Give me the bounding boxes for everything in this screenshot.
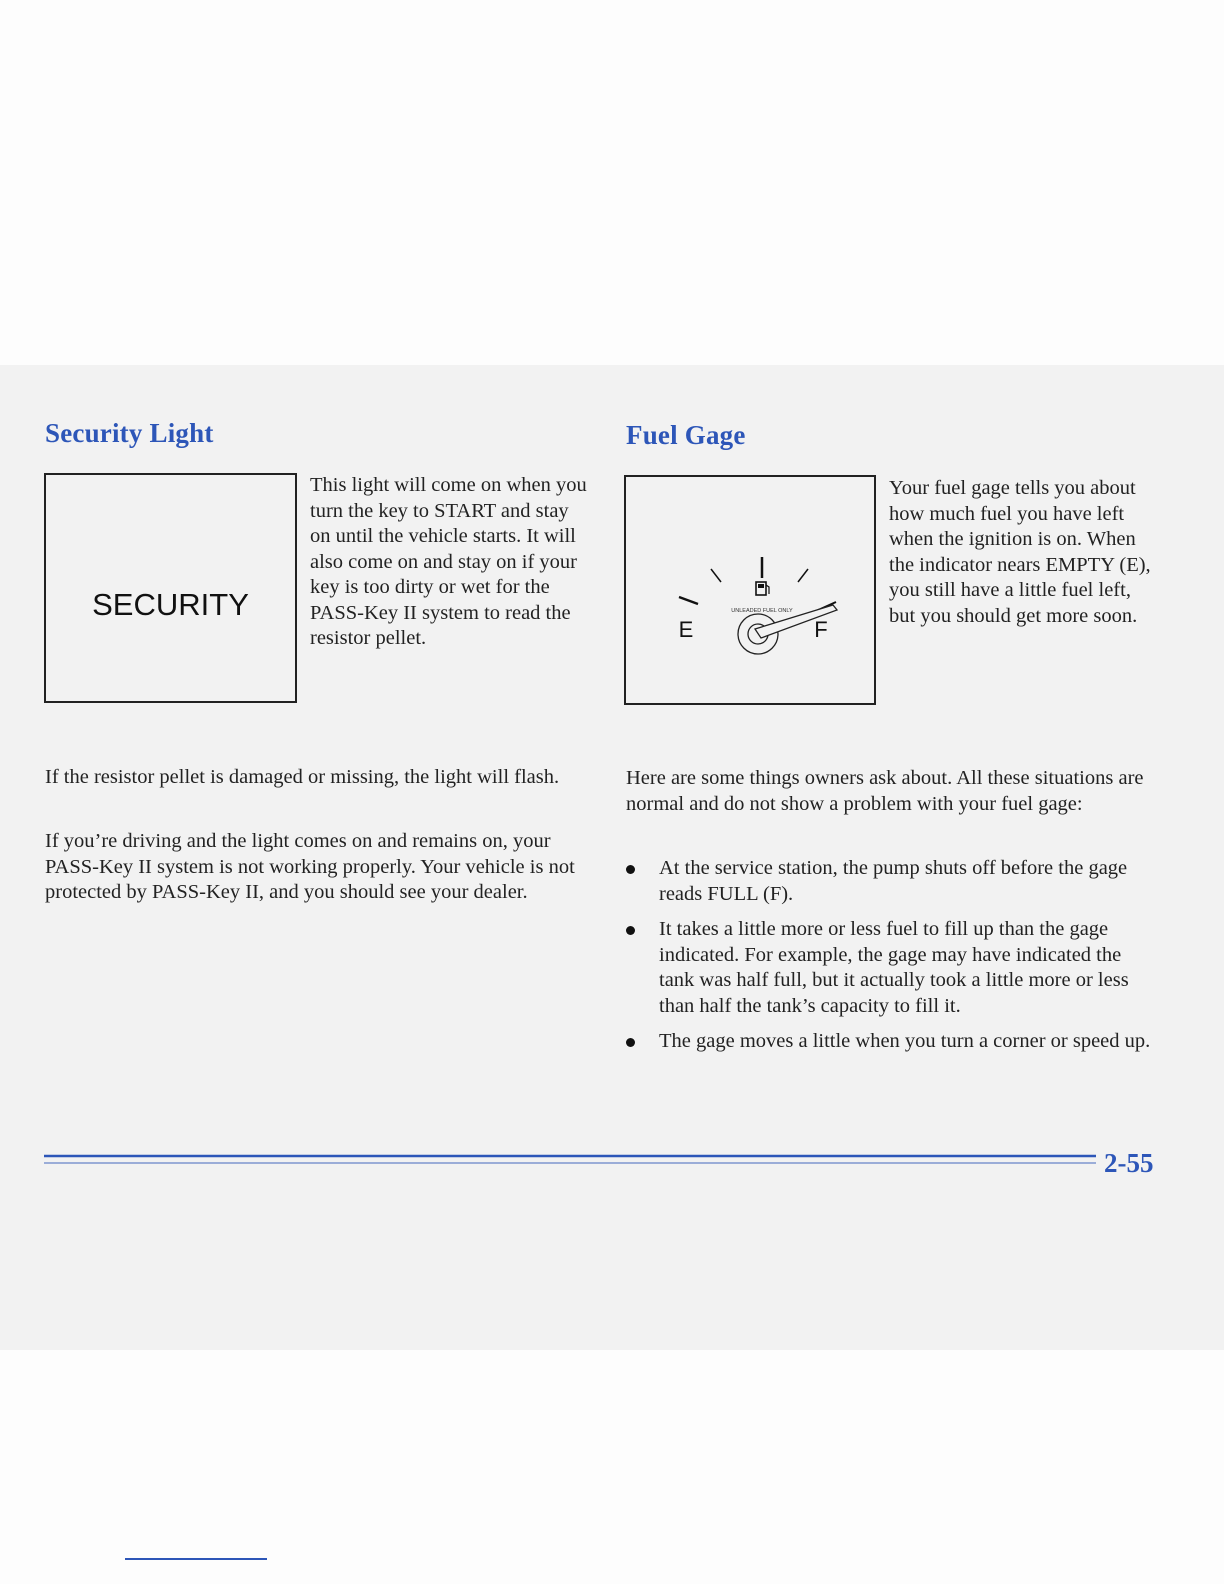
- bullet-icon: [626, 1038, 635, 1047]
- fuel-gage-bullet-list: [626, 856, 1161, 1065]
- security-light-figure: [44, 473, 297, 703]
- fuel-gauge-dial: [626, 477, 874, 703]
- page-number: 2-55: [1104, 1148, 1154, 1178]
- security-light-heading: Security Light: [45, 418, 214, 448]
- fuel-gage-description: Your fuel gage tells you about how much fuel you have left when the ignition is on. When the indicator nears EMPTY (E), you still have a little fuel left, but you should get more soon.: [889, 477, 1151, 627]
- fuel-gage-figure: [624, 475, 876, 705]
- gauge-tick-three-quarter: [798, 569, 808, 582]
- fuel-gage-heading: Fuel Gage: [626, 420, 746, 450]
- fuel-gage-intro: Here are some things owners ask about. All these situations are normal and do not show a problem with your fuel gage:: [626, 767, 1144, 815]
- gauge-caption: UNLEADED FUEL ONLY: [731, 608, 793, 614]
- security-indicator-label: SECURITY: [92, 587, 249, 622]
- security-flash-paragraph: If the resistor pellet is damaged or missing, the light will flash.: [45, 766, 560, 788]
- list-item: [626, 1029, 1161, 1055]
- gauge-full-label: F: [814, 617, 828, 642]
- security-dealer-paragraph: If you’re driving and the light comes on and remains on, your PASS-Key II system is not working properly. Your vehicle is not protected by PASS-Key II, and you should see your dealer.: [45, 830, 575, 903]
- security-light-description: This light will come on when you turn the key to START and stay on until the vehicle starts. It will also come on and stay on if your key is too dirty or wet for the PASS-Key II system to read the resistor pellet.: [310, 474, 587, 649]
- bullet-icon: [626, 926, 635, 935]
- fuel-pump-icon: [756, 582, 769, 595]
- bottom-rule: [125, 1558, 267, 1560]
- list-item: [626, 856, 1161, 907]
- bullet-icon: [626, 865, 635, 874]
- gauge-empty-label: E: [678, 617, 694, 642]
- gauge-tick-empty: [679, 597, 698, 604]
- bullet-text: It takes a little more or less fuel to fill up than the gage indicated. For example, the gage may have indicated the tank was half full, but it actually took a little more or less than half the tank’s capacity to fill it.: [659, 918, 1129, 1017]
- bullet-text: At the service station, the pump shuts off before the gage reads FULL (F).: [659, 857, 1128, 905]
- bullet-text: The gage moves a little when you turn a corner or speed up.: [659, 1030, 1151, 1052]
- gauge-tick-quarter: [711, 569, 721, 582]
- list-item: [626, 917, 1161, 1019]
